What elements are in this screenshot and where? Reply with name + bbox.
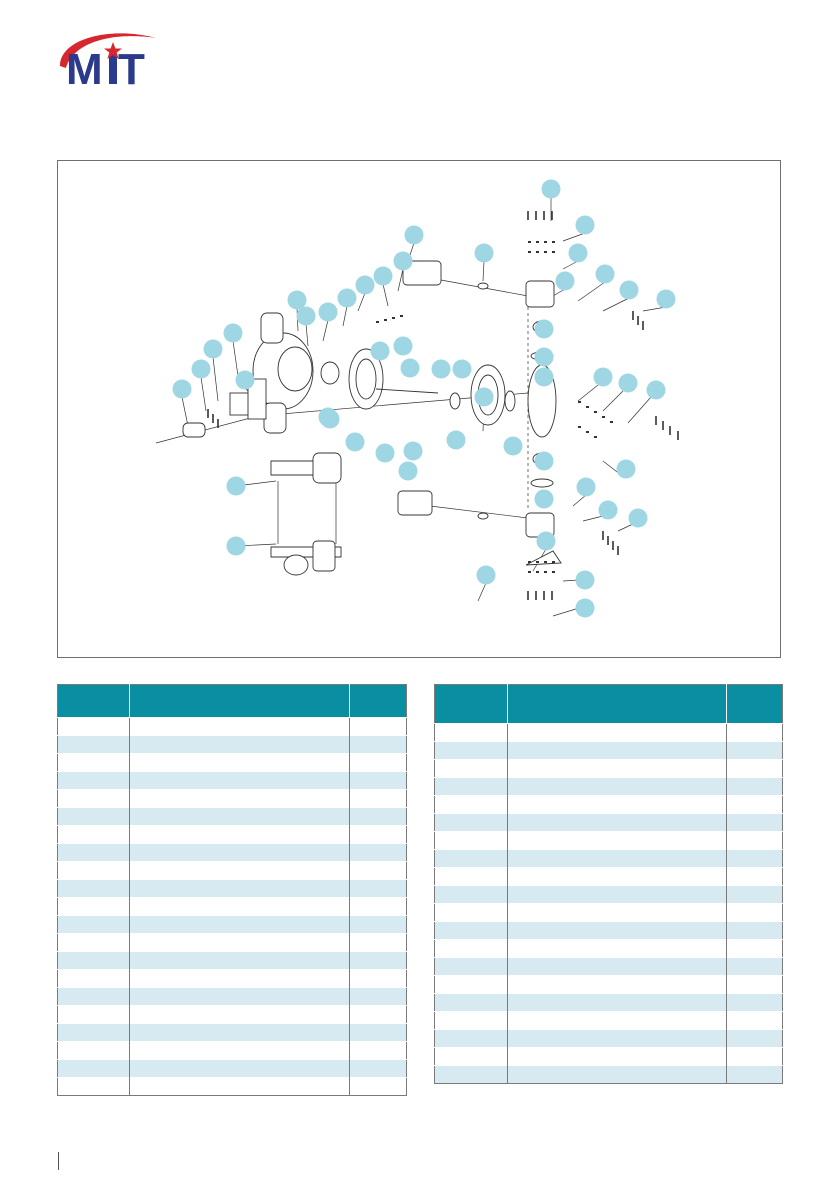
leader-line — [201, 377, 206, 411]
header-cell-no — [435, 685, 508, 724]
callout-bubble — [288, 291, 307, 310]
callout-bubble — [577, 478, 596, 497]
nut — [586, 406, 589, 408]
cell-qty — [350, 988, 407, 1006]
callout-bubble — [535, 348, 554, 367]
cell-description — [130, 988, 350, 1006]
cell-no — [435, 778, 508, 796]
cell-no — [58, 970, 130, 988]
callout-bubble — [227, 537, 246, 556]
cell-qty — [350, 808, 407, 826]
table-row — [58, 916, 407, 934]
table-row — [435, 850, 783, 868]
cell-description — [508, 922, 727, 940]
nut — [602, 416, 605, 418]
callout-bubble — [569, 244, 588, 263]
nut — [528, 571, 531, 573]
cell-description — [130, 718, 350, 736]
cell-no — [435, 1048, 508, 1066]
cell-no — [435, 994, 508, 1012]
cell-qty — [727, 922, 783, 940]
cell-no — [58, 1024, 130, 1042]
manifold-bottom-left-port — [284, 555, 308, 575]
table-row — [435, 958, 783, 976]
cell-description — [130, 736, 350, 754]
cell-no — [58, 736, 130, 754]
cell-no — [58, 844, 130, 862]
table-row — [435, 1012, 783, 1030]
nut — [578, 426, 581, 428]
cell-no — [58, 880, 130, 898]
cell-description — [130, 862, 350, 880]
header-cell-qty — [727, 685, 783, 724]
table-row — [58, 772, 407, 790]
callout-bubble — [346, 433, 365, 452]
table-row — [58, 790, 407, 808]
callout-bubble — [599, 501, 618, 520]
table-row — [58, 1042, 407, 1060]
leader-line — [343, 306, 347, 326]
nut — [536, 251, 539, 253]
cell-qty — [727, 868, 783, 886]
cell-qty — [350, 790, 407, 808]
cell-description — [508, 760, 727, 778]
callout-bubble — [576, 216, 595, 235]
cell-description — [508, 868, 727, 886]
callout-bubble — [227, 477, 246, 496]
callout-bubble — [535, 452, 554, 471]
table-row — [58, 898, 407, 916]
leader-line — [563, 233, 585, 241]
callout-bubble — [537, 532, 556, 551]
nut — [586, 431, 589, 433]
table-row — [58, 1006, 407, 1024]
callout-bubble — [376, 444, 395, 463]
cell-qty — [727, 814, 783, 832]
table-row — [58, 844, 407, 862]
cell-qty — [350, 934, 407, 952]
callout-bubble — [629, 509, 648, 528]
cell-qty — [350, 772, 407, 790]
cell-description — [130, 844, 350, 862]
callout-bubble — [356, 276, 375, 295]
cell-qty — [350, 736, 407, 754]
table-row — [58, 808, 407, 826]
cell-no — [58, 952, 130, 970]
cell-description — [508, 886, 727, 904]
cell-description — [508, 778, 727, 796]
callout-bubble — [576, 571, 595, 590]
table-row — [58, 718, 407, 736]
leader-line — [578, 282, 605, 301]
cell-no — [435, 1012, 508, 1030]
callout-bubble — [475, 388, 494, 407]
nut — [544, 241, 547, 243]
cell-qty — [727, 886, 783, 904]
table-row — [435, 742, 783, 760]
cell-no — [435, 1030, 508, 1048]
cell-description — [130, 754, 350, 772]
callout-bubble — [657, 290, 676, 309]
cell-no — [58, 718, 130, 736]
axis-line — [156, 416, 258, 443]
leader-line — [478, 583, 486, 601]
leader-line — [603, 391, 623, 411]
cell-no — [58, 862, 130, 880]
callout-bubble — [594, 368, 613, 387]
callout-bubble — [374, 267, 393, 286]
nut — [610, 421, 613, 423]
leader-line — [628, 397, 651, 423]
leader-line — [618, 524, 633, 531]
cell-qty — [350, 898, 407, 916]
nut — [578, 401, 581, 403]
cell-no — [58, 898, 130, 916]
callout-bubble — [504, 437, 523, 456]
table-row — [435, 940, 783, 958]
table-row — [435, 814, 783, 832]
diaphragm-left-inner — [356, 359, 376, 399]
callout-bubble — [173, 380, 192, 399]
leader-line — [358, 293, 365, 311]
cell-qty — [727, 1048, 783, 1066]
table-row — [435, 1030, 783, 1048]
callout-bubble — [596, 265, 615, 284]
table-row — [435, 976, 783, 994]
cell-description — [130, 880, 350, 898]
cell-description — [508, 724, 727, 742]
cell-no — [435, 814, 508, 832]
cell-description — [508, 832, 727, 850]
callout-bubble — [542, 180, 561, 199]
table-row — [435, 832, 783, 850]
manifold-elbow-bottom — [398, 491, 432, 515]
table-row — [58, 1024, 407, 1042]
manifold-top-right — [526, 281, 554, 307]
cell-no — [435, 922, 508, 940]
cell-qty — [727, 724, 783, 742]
leader-line — [578, 385, 598, 401]
parts-table-right — [434, 684, 783, 1084]
cell-description — [508, 1066, 727, 1084]
cell-qty — [350, 1078, 407, 1096]
cell-no — [58, 1078, 130, 1096]
header-cell-qty — [350, 685, 407, 718]
cell-qty — [727, 832, 783, 850]
svg-text:T: T — [118, 45, 145, 88]
cell-no — [435, 940, 508, 958]
callout-bubble — [319, 408, 338, 427]
nut — [552, 251, 555, 253]
table-row — [435, 796, 783, 814]
cell-description — [130, 1024, 350, 1042]
cell-qty — [350, 862, 407, 880]
nut — [392, 317, 395, 319]
leader-line — [182, 397, 188, 426]
table-row — [435, 760, 783, 778]
gasket — [321, 362, 339, 384]
cell-no — [58, 988, 130, 1006]
cell-qty — [727, 976, 783, 994]
cell-no — [58, 1006, 130, 1024]
leader-line — [553, 608, 579, 616]
cell-description — [508, 742, 727, 760]
cell-description — [508, 994, 727, 1012]
callout-bubble — [405, 226, 424, 245]
cell-description — [508, 958, 727, 976]
cell-no — [435, 886, 508, 904]
leader-line — [603, 298, 629, 311]
cell-qty — [350, 718, 407, 736]
callout-bubble — [394, 252, 413, 271]
cell-no — [435, 1066, 508, 1084]
nut — [528, 251, 531, 253]
cell-no — [58, 754, 130, 772]
cell-qty — [350, 970, 407, 988]
cell-description — [130, 1006, 350, 1024]
table-row — [435, 994, 783, 1012]
callout-bubble — [447, 431, 466, 450]
cell-description — [508, 850, 727, 868]
cell-no — [58, 934, 130, 952]
svg-text:M: M — [66, 45, 103, 88]
cell-description — [508, 1048, 727, 1066]
callout-bubble — [617, 460, 636, 479]
callout-bubble — [453, 360, 472, 379]
leader-line — [306, 324, 308, 346]
o-ring-bottom — [478, 513, 488, 519]
table-row — [435, 1048, 783, 1066]
header-cell-description — [508, 685, 727, 724]
o-ring-top — [478, 283, 488, 289]
table-row — [435, 922, 783, 940]
cell-no — [58, 826, 130, 844]
cell-description — [130, 1078, 350, 1096]
cell-qty — [727, 1066, 783, 1084]
cell-qty — [727, 994, 783, 1012]
callout-bubble — [297, 307, 316, 326]
callout-bubble — [620, 281, 639, 300]
callout-bubble — [236, 371, 255, 390]
cell-description — [130, 952, 350, 970]
table-row — [58, 880, 407, 898]
table-row — [435, 868, 783, 886]
cell-no — [435, 904, 508, 922]
cell-description — [508, 814, 727, 832]
cell-qty — [350, 916, 407, 934]
cell-qty — [727, 958, 783, 976]
cell-qty — [727, 778, 783, 796]
callout-bubble — [394, 337, 413, 356]
cell-description — [508, 796, 727, 814]
cell-qty — [350, 1060, 407, 1078]
table-row — [58, 1060, 407, 1078]
pump-housing-left-inner — [278, 347, 312, 391]
cell-description — [508, 940, 727, 958]
table-row — [58, 862, 407, 880]
cell-no — [435, 868, 508, 886]
leader-line — [213, 357, 218, 401]
pump-port-top — [261, 313, 283, 343]
cell-qty — [727, 904, 783, 922]
cell-description — [130, 898, 350, 916]
cell-no — [58, 1042, 130, 1060]
parts-table-left — [57, 684, 407, 1096]
nut — [544, 251, 547, 253]
cell-qty — [350, 880, 407, 898]
nut — [384, 319, 387, 321]
cell-no — [435, 724, 508, 742]
callout-bubble — [647, 381, 666, 400]
mit-logo — [52, 28, 164, 88]
nut — [594, 411, 597, 413]
cell-description — [130, 826, 350, 844]
leader-line — [483, 261, 484, 281]
cell-qty — [350, 1042, 407, 1060]
cell-description — [508, 904, 727, 922]
leader-line — [233, 341, 238, 376]
cell-no — [435, 796, 508, 814]
leader-line — [573, 495, 586, 506]
cell-qty — [350, 1024, 407, 1042]
callout-bubble — [401, 359, 420, 378]
shaft — [376, 389, 438, 393]
table-row — [58, 826, 407, 844]
callout-bubble — [556, 272, 575, 291]
nut — [536, 561, 539, 563]
callout-bubble — [477, 566, 496, 585]
cell-qty — [350, 754, 407, 772]
cell-description — [508, 1012, 727, 1030]
leader-line — [583, 516, 603, 521]
callout-bubble — [319, 303, 338, 322]
nut — [544, 561, 547, 563]
callout-bubble — [399, 462, 418, 481]
cell-description — [130, 934, 350, 952]
header-cell-description — [130, 685, 350, 718]
leader-line — [383, 284, 388, 306]
nut — [552, 571, 555, 573]
nut — [536, 241, 539, 243]
cell-qty — [350, 844, 407, 862]
cell-description — [130, 1060, 350, 1078]
footer-rule — [58, 1152, 59, 1170]
cell-no — [58, 916, 130, 934]
nut — [552, 241, 555, 243]
cell-no — [435, 760, 508, 778]
nut — [552, 561, 555, 563]
cell-no — [435, 976, 508, 994]
seat-bottom — [531, 479, 553, 487]
table-row — [435, 1066, 783, 1084]
cell-qty — [350, 1006, 407, 1024]
table-row — [58, 736, 407, 754]
cell-qty — [350, 826, 407, 844]
callout-bubble — [404, 442, 423, 461]
diaphragm-plate — [505, 391, 515, 411]
nut — [400, 315, 403, 317]
exploded-view-drawing — [58, 161, 781, 658]
callout-bubble — [475, 244, 494, 263]
cell-no — [435, 832, 508, 850]
cell-no — [435, 958, 508, 976]
cell-qty — [727, 940, 783, 958]
cell-no — [58, 790, 130, 808]
cell-description — [130, 970, 350, 988]
callout-bubble — [535, 490, 554, 509]
manifold-top-left-elbow — [313, 453, 341, 483]
cell-description — [130, 808, 350, 826]
manifold-bottom-left-elbow — [313, 541, 335, 571]
leader-line — [398, 269, 403, 291]
nut — [528, 561, 531, 563]
callout-bubble — [576, 599, 595, 618]
cell-no — [58, 808, 130, 826]
cell-no — [58, 772, 130, 790]
cell-description — [130, 772, 350, 790]
callout-bubble — [338, 289, 357, 308]
o-ring — [450, 393, 460, 409]
table-row — [435, 904, 783, 922]
cell-description — [130, 790, 350, 808]
table-row — [435, 724, 783, 742]
callout-bubble — [535, 368, 554, 387]
cell-qty — [727, 742, 783, 760]
table-row — [58, 1078, 407, 1096]
table-row — [435, 886, 783, 904]
callout-bubble — [619, 374, 638, 393]
callout-bubble — [371, 342, 390, 361]
cell-qty — [727, 1012, 783, 1030]
cell-description — [130, 916, 350, 934]
pump-port-bottom — [264, 403, 286, 433]
exploded-view-diagram — [57, 160, 781, 658]
cell-no — [435, 742, 508, 760]
nut — [528, 241, 531, 243]
leader-line — [323, 320, 328, 341]
callout-bubble — [224, 324, 243, 343]
cell-no — [58, 1060, 130, 1078]
table-row — [58, 952, 407, 970]
table-row — [58, 754, 407, 772]
callout-bubble — [535, 320, 554, 339]
cell-qty — [727, 796, 783, 814]
table-row — [58, 988, 407, 1006]
cell-no — [435, 850, 508, 868]
table-row — [435, 778, 783, 796]
callout-bubble — [432, 360, 451, 379]
cell-qty — [350, 952, 407, 970]
cell-qty — [727, 1030, 783, 1048]
cell-description — [130, 1042, 350, 1060]
callout-bubble — [204, 340, 223, 359]
callout-bubble — [192, 360, 211, 379]
nut — [536, 571, 539, 573]
muffler — [183, 423, 205, 437]
cell-qty — [727, 760, 783, 778]
cell-description — [508, 976, 727, 994]
nut — [594, 436, 597, 438]
header-cell-no — [58, 685, 130, 718]
nut — [544, 571, 547, 573]
cell-qty — [727, 850, 783, 868]
nut — [376, 321, 379, 323]
table-row — [58, 970, 407, 988]
table-row — [58, 934, 407, 952]
cell-description — [508, 1030, 727, 1048]
